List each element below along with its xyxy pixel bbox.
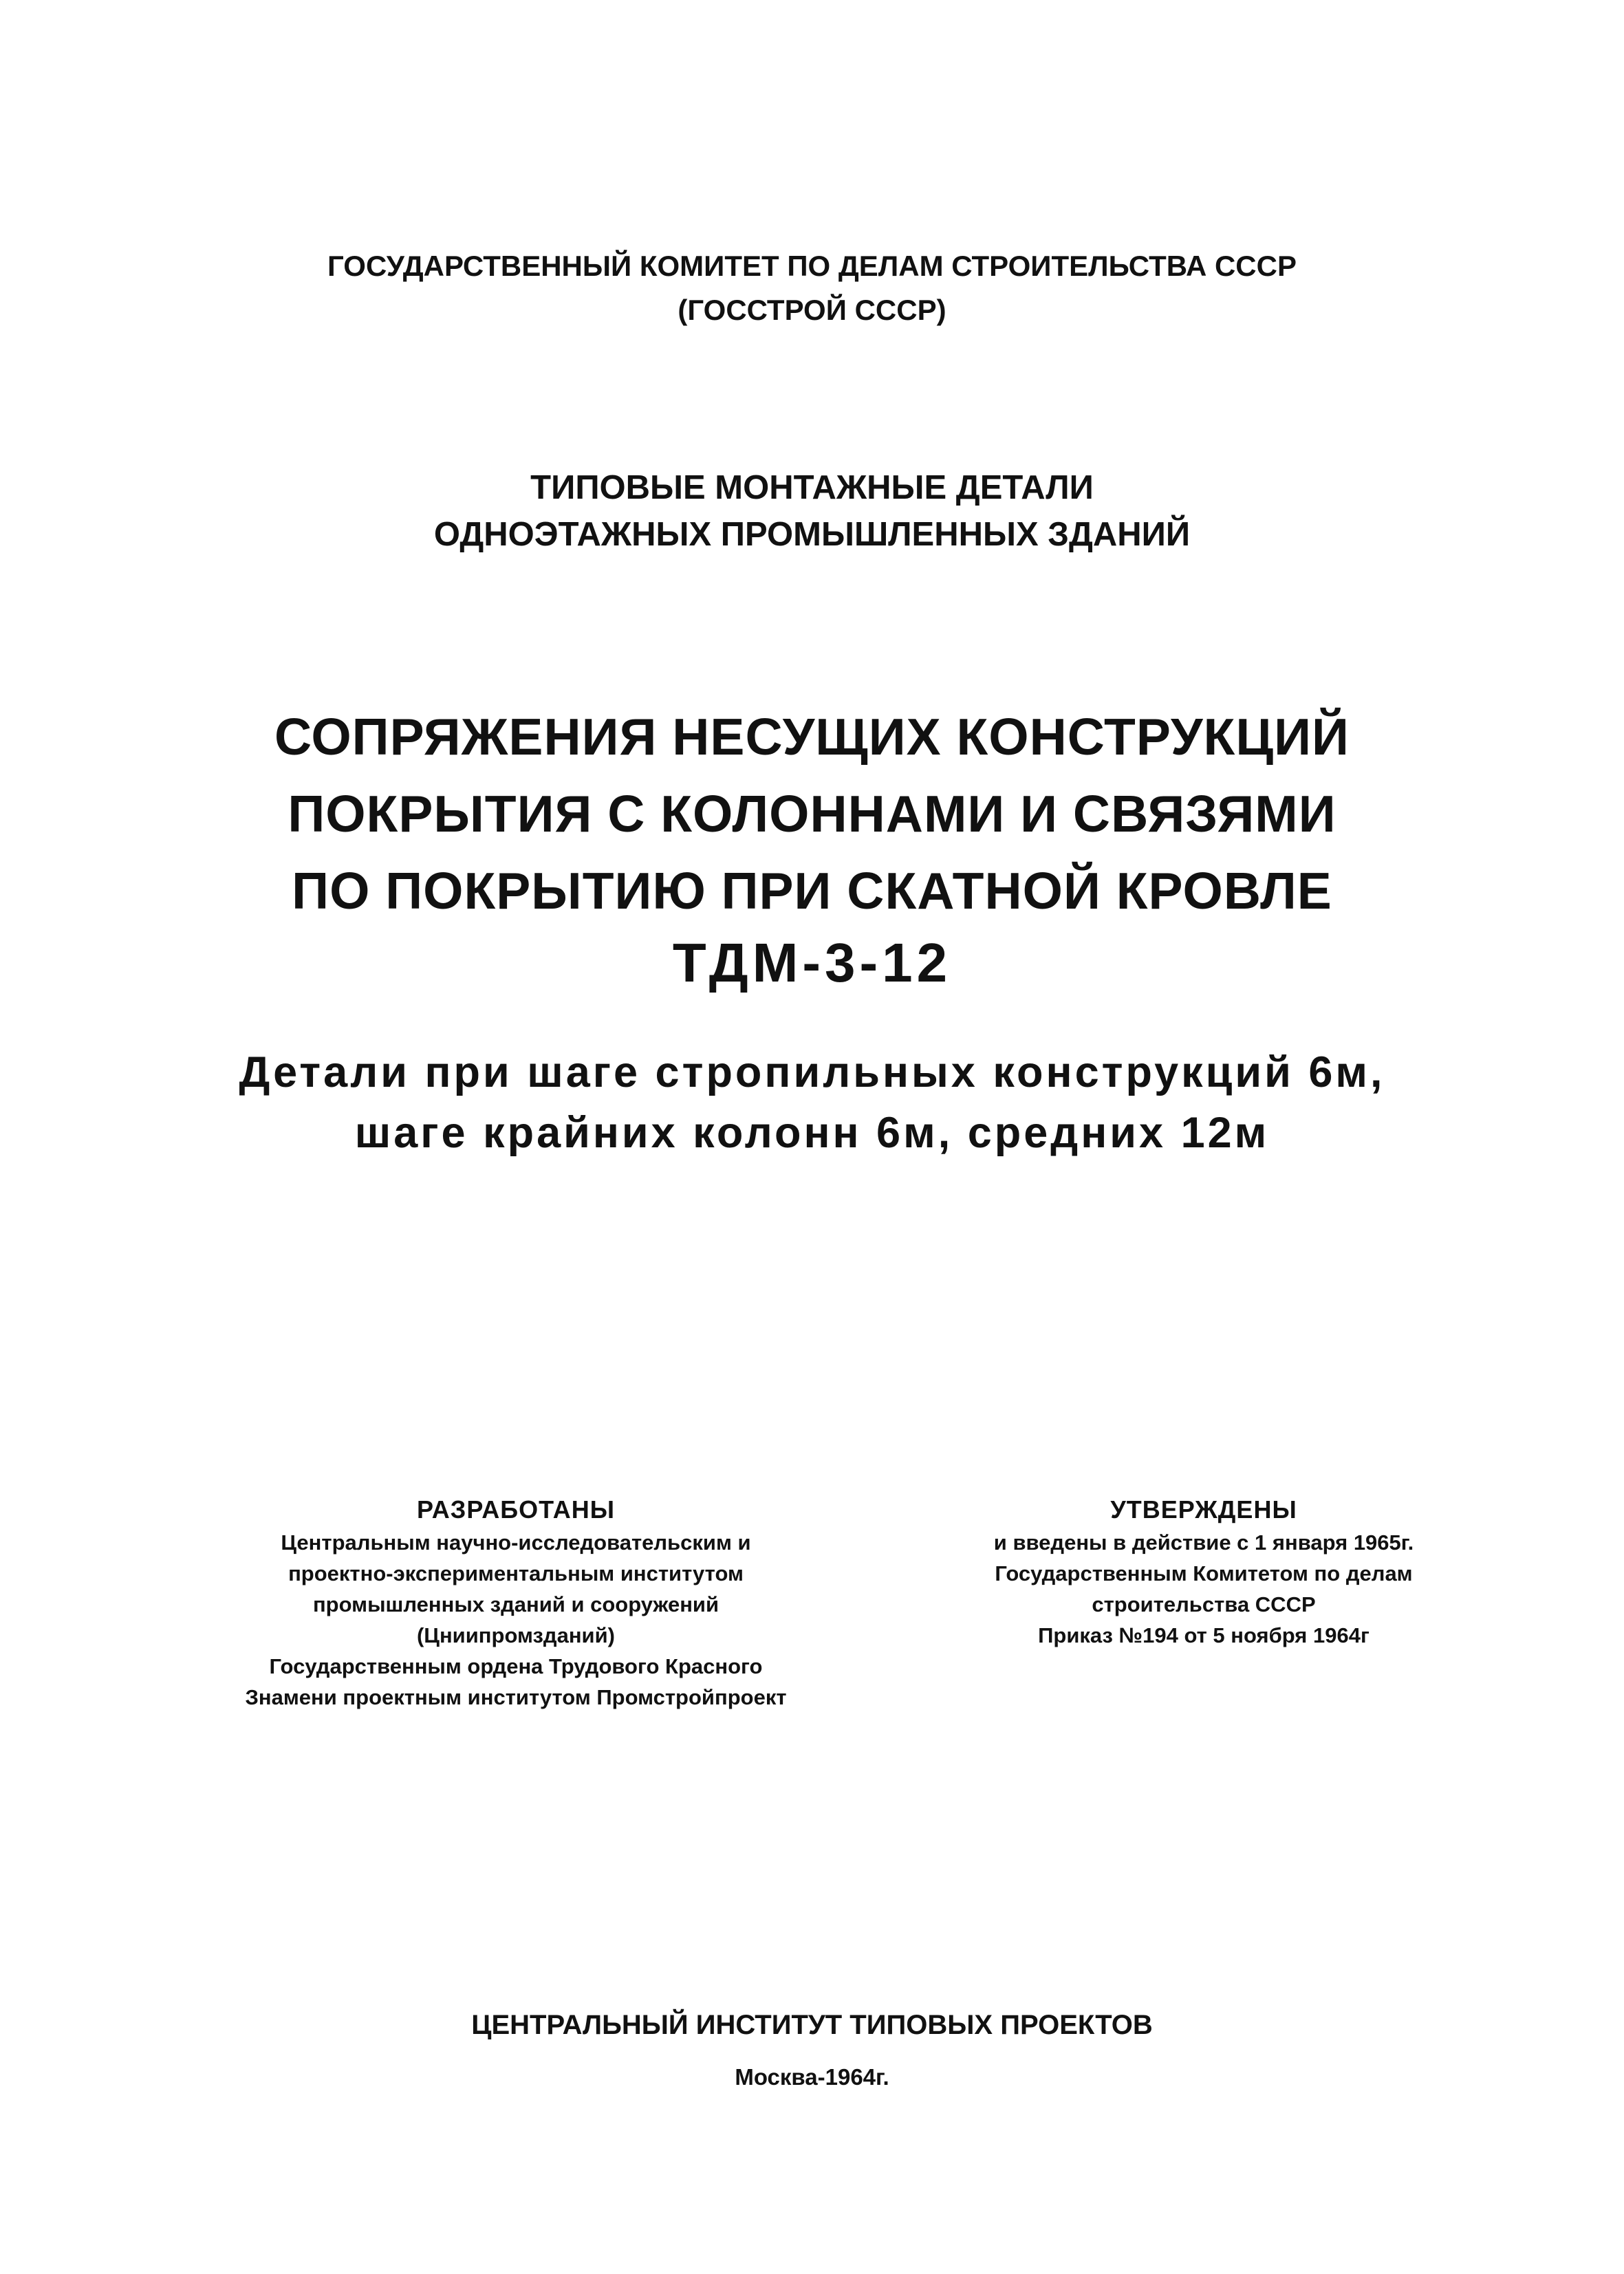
developed-line: Знамени проектным институтом Промстройпроект	[245, 1685, 787, 1709]
developed-line: Государственным ордена Трудового Красного	[269, 1654, 763, 1678]
publisher	[0, 2005, 1624, 2045]
title-line-2: ПОКРЫТИЯ С КОЛОННАМИ И СВЯЗЯМИ	[288, 785, 1336, 843]
subtitle-line-2: шаге крайних колонн 6м, средних 12м	[354, 1109, 1270, 1157]
series-line-1: ТИПОВЫЕ МОНТАЖНЫЕ ДЕТАЛИ	[530, 469, 1094, 506]
committee-name: ГОСУДАРСТВЕННЫЙ КОМИТЕТ ПО ДЕЛАМ СТРОИТЕЛЬСТВА СССР	[327, 250, 1297, 282]
city-year	[0, 2060, 1624, 2094]
city-year-text: Москва-1964г.	[735, 2064, 889, 2090]
document-subtitle	[0, 1042, 1624, 1163]
approved-by-block	[898, 1493, 1510, 1651]
approved-heading: УТВЕРЖДЕНЫ	[1110, 1495, 1297, 1524]
approved-line: Государственным Комитетом по делам	[995, 1561, 1413, 1585]
developed-by-block	[186, 1493, 846, 1713]
title-line-1: СОПРЯЖЕНИЯ НЕСУЩИХ КОНСТРУКЦИЙ	[274, 708, 1350, 766]
developed-line: проектно-экспериментальным институтом	[288, 1561, 744, 1585]
developed-line: промышленных зданий и сооружений	[312, 1592, 719, 1616]
document-code	[0, 929, 1624, 997]
document-code-text: ТДМ-3-12	[672, 932, 952, 993]
title-line-3: ПО ПОКРЫТИЮ ПРИ СКАТНОЙ КРОВЛЕ	[292, 862, 1332, 920]
committee-header	[0, 244, 1624, 332]
developed-heading: РАЗРАБОТАНЫ	[416, 1495, 616, 1524]
series-line-2: ОДНОЭТАЖНЫХ ПРОМЫШЛЕННЫХ ЗДАНИЙ	[433, 516, 1191, 553]
developed-line: Центральным научно-исследовательским и	[281, 1530, 751, 1555]
subtitle-line-1: Детали при шаге стропильных конструкций 6м,	[239, 1048, 1385, 1096]
approved-line: строительства СССР	[1092, 1592, 1316, 1616]
document-title	[0, 698, 1624, 929]
approved-line: и введены в действие с 1 января 1965г.	[993, 1530, 1414, 1555]
approved-line: Приказ №194 от 5 ноября 1964г	[1038, 1623, 1369, 1647]
developed-line: (Цниипромзданий)	[416, 1623, 615, 1647]
series-title	[0, 464, 1624, 558]
publisher-name: ЦЕНТРАЛЬНЫЙ ИНСТИТУТ ТИПОВЫХ ПРОЕКТОВ	[471, 2010, 1153, 2040]
committee-abbreviation: (ГОССТРОЙ СССР)	[678, 294, 946, 326]
